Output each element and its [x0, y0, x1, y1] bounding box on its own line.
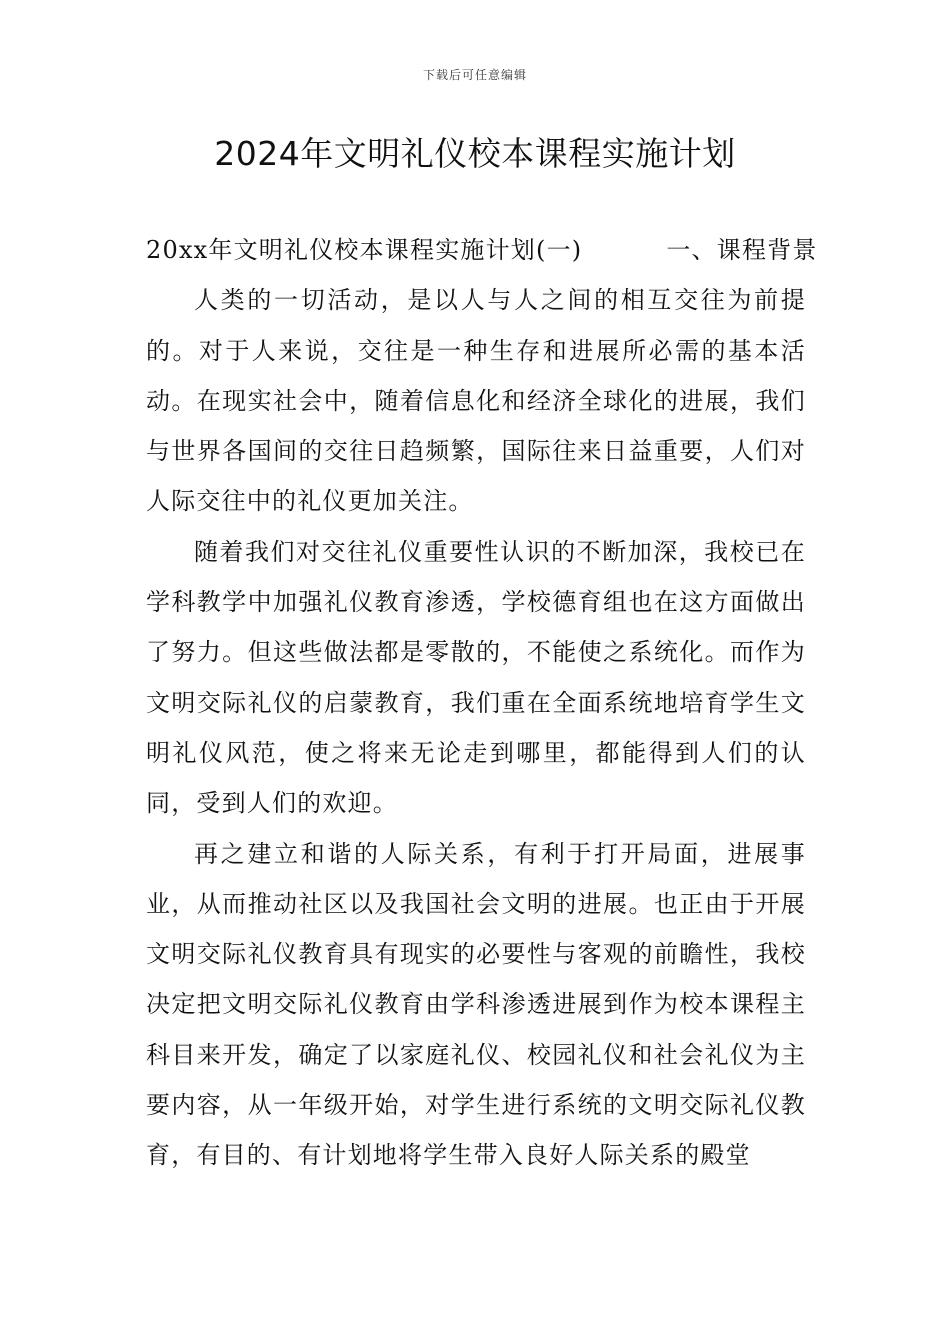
header-note: 下载后可任意编辑 — [422, 68, 527, 82]
paragraph-background-3: 再之建立和谐的人际关系，有利于打开局面，进展事业，从而推动社区以及我国社会文明的进展。也正由于开展文明交际礼仪教育具有现实的必要性与客观的前瞻性，我校决定把文明交际礼仪教育由学科渗透进展到作为校本课程主科目来开发，确定了以家庭礼仪、校园礼仪和社会礼仪为主要内容，从一年级开始，对学生进行系统的文明交际礼仪教育，有目的、有计划地将学生带入良好人际关系的殿堂 — [146, 839, 806, 1170]
subtitle-line — [146, 225, 818, 275]
document-body — [146, 225, 818, 1181]
paragraph-background-1: 人类的一切活动，是以人与人之间的相互交往为前提的。对于人来说，交往是一种生存和进展所必需的基本活动。在现实社会中，随着信息化和经济全球化的进展，我们与世界各国间的交往日趋频繁，国际往来日益重要，人们对人际交往中的礼仪更加关注。 — [146, 286, 806, 516]
paragraph-background-2: 随着我们对交往礼仪重要性认识的不断加深，我校已在学科教学中加强礼仪教育渗透，学校德育组也在这方面做出了努力。但这些做法都是零散的，不能使之系统化。而作为文明交际礼仪的启蒙教育，我们重在全面系统地培育学生文明礼仪风范，使之将来无论走到哪里，都能得到人们的认同，受到人们的欢迎。 — [146, 537, 806, 818]
document-title: 2024年文明礼仪校本课程实施计划 — [214, 134, 736, 173]
section-heading: 一、课程背景 — [666, 236, 818, 264]
document-subtitle: 20xx年文明礼仪校本课程实施计划(一) — [146, 236, 583, 264]
